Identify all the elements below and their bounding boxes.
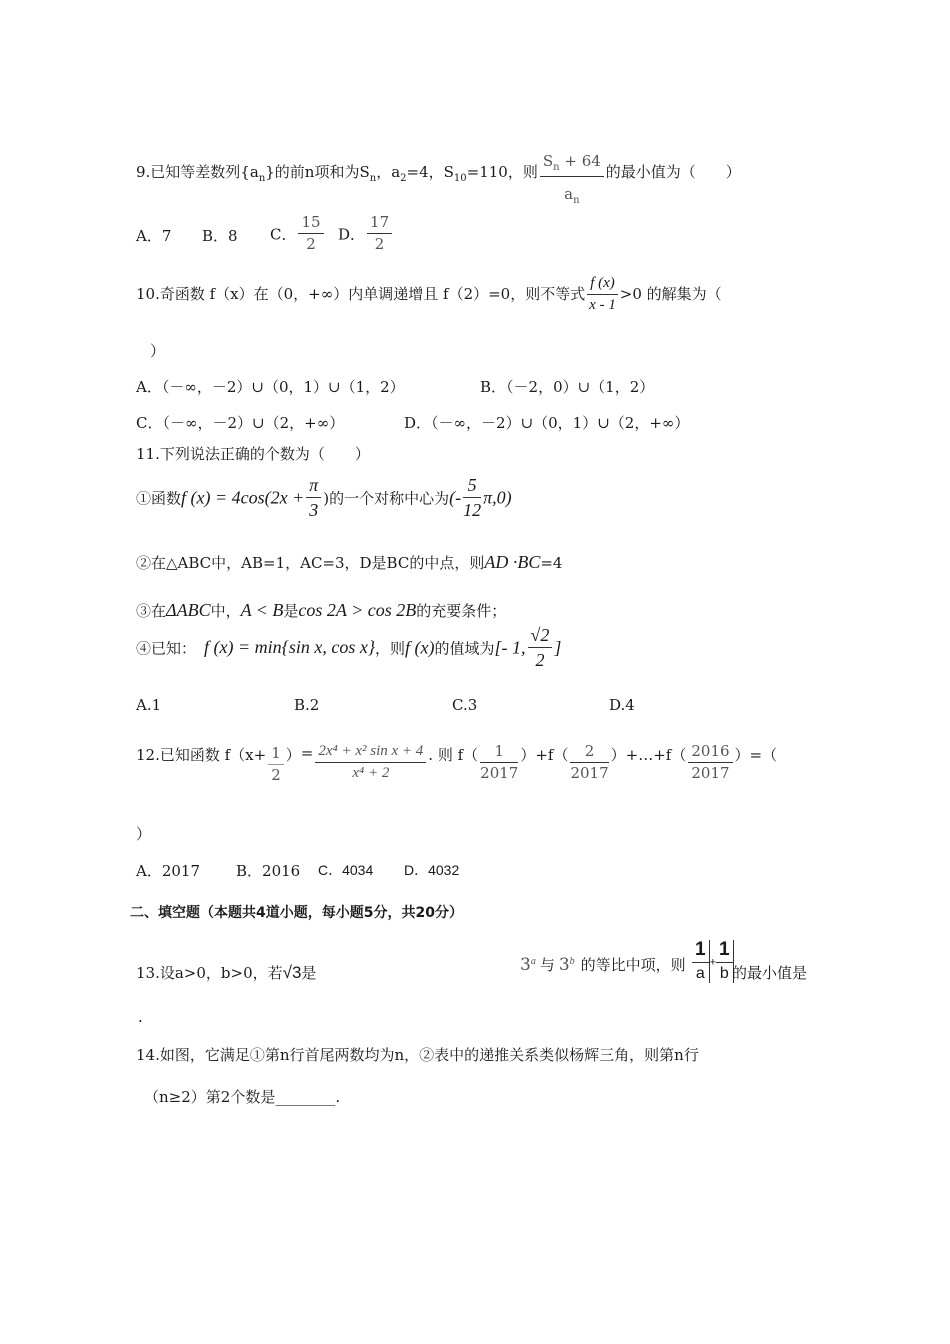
statement-text: )的一个对称中心为: [323, 489, 450, 508]
q12-f3: [688, 744, 732, 782]
q12-text: =: [300, 744, 314, 762]
one-over-a: [692, 940, 710, 983]
frac-num: + 64: [559, 152, 601, 170]
frac-den: x - 1: [589, 296, 616, 313]
frac-num: 1: [692, 940, 709, 963]
question-14-line-1: 14.如图，它满足①第n行首尾两数均为n，②表中的递推关系类似杨辉三角，则第n行: [136, 1046, 699, 1064]
frac-den: 2: [374, 234, 385, 253]
frac-num: 1: [480, 744, 518, 763]
frac-den: a: [564, 184, 574, 203]
q9-text: =110，则: [466, 163, 538, 181]
frac-num: S: [542, 152, 554, 170]
frac-num: 2x⁴ + x² sin x + 4: [315, 744, 426, 763]
q12-option-b: B．2016: [236, 862, 301, 880]
formula: cos 2A > cos 2B: [298, 600, 417, 620]
statement-text: ④已知：: [136, 639, 197, 658]
frac-num: π: [306, 476, 321, 498]
statement-text: 的值域为: [434, 639, 495, 658]
formula: ]: [554, 637, 562, 658]
frac-num: 15: [298, 215, 323, 234]
frac-den: 2017: [480, 763, 519, 782]
statement-text: 的充要条件；: [416, 602, 507, 620]
q10-text: 10.奇函数 f（x）在（0，+∞）内单调递增且 f（2）=0，则不等式: [136, 284, 586, 303]
one-over-b: [716, 940, 734, 983]
q12-f2: [570, 744, 608, 782]
frac-num: f (x): [587, 276, 618, 295]
q12-text: 12.已知函数 f（x+: [136, 746, 267, 764]
formula: (-: [449, 487, 462, 508]
option-label: C．: [270, 225, 297, 244]
sqrt3: √3: [282, 963, 302, 982]
q11-option-c: C.3: [452, 696, 478, 714]
frac-num: 2: [570, 744, 608, 763]
q9-option-d: [338, 215, 394, 253]
q12-text: ）+f（: [520, 746, 569, 764]
option-fraction: [367, 215, 392, 253]
statement-text: =4: [540, 554, 563, 572]
q11-statement-1: [136, 476, 512, 520]
power-exp: a: [530, 956, 536, 967]
q12-f1: [480, 744, 518, 782]
q13-text: 与: [539, 956, 555, 974]
q10-fraction: [587, 276, 618, 314]
q9-text: }的前n项和为S: [265, 163, 370, 181]
q12-half: [268, 746, 284, 784]
statement-text: 中，: [210, 602, 241, 620]
formula: [- 1,: [494, 637, 526, 658]
subscript: n: [258, 173, 266, 184]
frac-den: 2017: [570, 763, 609, 782]
q9-fraction: [540, 154, 604, 206]
frac-num: 17: [367, 215, 392, 234]
formula: f (x): [405, 637, 435, 658]
frac-num: 1: [716, 940, 733, 963]
frac-den: 3: [309, 499, 319, 520]
frac-den: 2: [535, 649, 545, 670]
frac-num: 1: [271, 744, 281, 762]
q11-statement-2: [136, 552, 562, 573]
pi-over-3: [306, 476, 321, 520]
q11-statement-3: [136, 600, 506, 621]
q9-text: =4，S: [406, 163, 454, 181]
frac-num: √2: [528, 626, 553, 648]
statement-text: ①函数: [136, 489, 182, 508]
plus-sign: +: [709, 956, 717, 969]
q10-text: >0 的解集为（: [619, 284, 722, 303]
q12-function-fraction: [315, 744, 426, 782]
power-exp: b: [569, 956, 575, 967]
q13-text: 的等比中项，则: [580, 956, 686, 974]
frac-den: 12: [463, 499, 482, 520]
q10-option-c: C．（－∞，－2）∪（2，+∞）: [136, 414, 345, 432]
question-9: [136, 140, 741, 206]
five-over-twelve: [463, 476, 481, 520]
power-base: 3: [520, 955, 531, 975]
frac-num: 2016: [688, 744, 732, 763]
q9-text: 9.已知等差数列{a: [136, 163, 259, 181]
q10-option-b: B．（－2，0）∪（1，2）: [480, 378, 655, 396]
frac-num: 5: [463, 476, 481, 498]
q13-continuation: .: [138, 1008, 143, 1026]
q13-text: 13.设a>0，b>0，若: [136, 964, 283, 982]
subscript: 2: [400, 173, 407, 184]
section-2-heading: 二、填空题（本题共4道小题，每小题5分，共20分）: [130, 905, 463, 921]
q9-text: 的最小值为（ ）: [605, 163, 741, 181]
q11-option-a: A.1: [136, 696, 162, 714]
vector-formula: AD ·BC: [484, 552, 541, 572]
frac-den: b: [719, 964, 729, 982]
q13-suffix: 的最小值是: [732, 964, 808, 982]
q13-sum-fractions: [692, 940, 734, 983]
q9-option-a: A．7: [136, 227, 172, 245]
q12-text: ）: [285, 746, 301, 764]
q12-text: . 则 f（: [428, 746, 479, 764]
q12-option-a: A．2017: [136, 862, 201, 880]
q9-option-c: [270, 215, 326, 253]
statement-text: ③在: [136, 602, 167, 620]
option-label: D．: [338, 225, 366, 244]
subscript: n: [573, 194, 580, 206]
formula: f (x) = min{sin x, cos x}: [204, 637, 376, 658]
option-fraction: [298, 215, 323, 253]
statement-text: 是: [283, 602, 299, 620]
question-14-line-2: （n≥2）第2个数是________.: [144, 1088, 341, 1106]
subscript: 10: [453, 173, 467, 184]
question-12: [136, 744, 777, 784]
formula: ΔABC: [166, 600, 211, 620]
statement-text: ，则: [375, 639, 406, 658]
statement-text: ②在△ABC中，AB=1，AC=3，D是BC的中点，则: [136, 554, 485, 572]
q10-option-a: A．（－∞，－2）∪（0，1）∪（1，2）: [136, 378, 405, 396]
frac-den: 2: [268, 764, 284, 784]
frac-den: a: [695, 964, 705, 982]
q12-option-c: C．4034: [318, 862, 374, 878]
question-10: [136, 276, 722, 314]
q13-continued: [520, 954, 686, 975]
q11-option-d: D.4: [609, 696, 635, 714]
q9-text: ，a: [376, 163, 401, 181]
q12-continuation: ）: [136, 825, 152, 843]
frac-den: 2017: [691, 763, 730, 782]
q11-option-b: B.2: [294, 696, 320, 714]
subscript: n: [553, 162, 560, 173]
question-11: 11.下列说法正确的个数为（ ）: [136, 445, 370, 463]
q12-option-d: D．4032: [404, 862, 460, 878]
q12-text: ）+…+f（: [610, 746, 687, 764]
q12-text: ）=（: [734, 746, 778, 764]
q10-continuation: ）: [150, 342, 166, 360]
power-base: 3: [558, 955, 570, 975]
q13-text: 是: [301, 964, 317, 982]
frac-den: x⁴ + 2: [352, 764, 390, 781]
question-13: [136, 962, 316, 983]
formula: π,0): [483, 487, 512, 508]
q10-option-d: D．（－∞，－2）∪（0，1）∪（2，+∞）: [404, 414, 690, 432]
subscript: n: [369, 173, 377, 184]
q9-option-b: B．8: [202, 227, 238, 245]
formula: A < B: [240, 600, 284, 620]
formula: f (x) = 4cos(2x +: [181, 487, 305, 508]
q11-statement-4: [136, 626, 561, 670]
sqrt2-over-2: [528, 626, 553, 670]
frac-den: 2: [306, 234, 316, 253]
